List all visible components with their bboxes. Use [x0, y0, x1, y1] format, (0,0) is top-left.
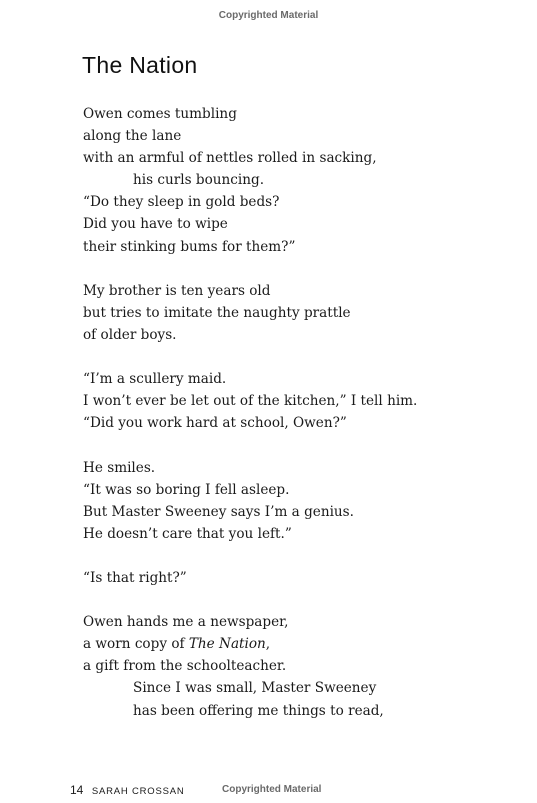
poem-line: But Master Sweeney says I’m a genius.: [83, 503, 354, 520]
copyright-watermark-top: Copyrighted Material: [218, 10, 319, 21]
poem-line: Owen hands me a newspaper,: [83, 614, 289, 631]
poem-line: of older boys.: [83, 326, 177, 343]
poem-line: with an armful of nettles rolled in sacking,: [83, 150, 377, 167]
poem-line-text: a worn copy of: [83, 636, 189, 653]
poem-line: He doesn’t care that you left.”: [83, 525, 292, 542]
poem-line: Since I was small, Master Sweeney: [133, 680, 377, 697]
page-number: 14: [70, 783, 84, 797]
poem-line: has been offering me things to read,: [133, 702, 384, 719]
page-title: The Nation: [82, 52, 198, 78]
stanza: [83, 368, 523, 434]
poem-line: his curls bouncing.: [133, 172, 265, 189]
copyright-watermark-bottom: Copyrighted Material: [222, 784, 322, 795]
newspaper-title: The Nation: [188, 636, 266, 653]
poem-line: He smiles.: [83, 459, 156, 476]
poem-line: “Do they sleep in gold beds?: [83, 194, 280, 211]
stanza: [83, 103, 523, 258]
poem-line: Did you have to wipe: [83, 216, 228, 233]
poem-line: a gift from the schoolteacher.: [83, 658, 287, 675]
page-footer: [70, 781, 185, 799]
poem-line: but tries to imitate the naughty prattle: [83, 304, 351, 321]
poem-line: “Is that right?”: [83, 569, 187, 586]
poem-body: [83, 103, 523, 744]
stanza: [83, 280, 523, 346]
stanza: [83, 567, 523, 589]
poem-line: I won’t ever be let out of the kitchen,” I tell him.: [83, 393, 418, 410]
poem-line: Owen comes tumbling: [83, 106, 237, 122]
stanza: [83, 457, 523, 545]
poem-line: [83, 633, 523, 655]
author-name: SARAH CROSSAN: [91, 786, 185, 797]
poem-line: “It was so boring I fell asleep.: [83, 481, 290, 498]
poem-line: “I’m a scullery maid.: [83, 371, 227, 388]
poem-line: “Did you work hard at school, Owen?”: [83, 415, 347, 432]
poem-line: their stinking bums for them?”: [83, 238, 296, 255]
stanza: [83, 611, 523, 721]
poem-line-punctuation: ,: [265, 636, 271, 653]
poem-line: My brother is ten years old: [83, 282, 271, 299]
poem-line: along the lane: [83, 128, 182, 145]
